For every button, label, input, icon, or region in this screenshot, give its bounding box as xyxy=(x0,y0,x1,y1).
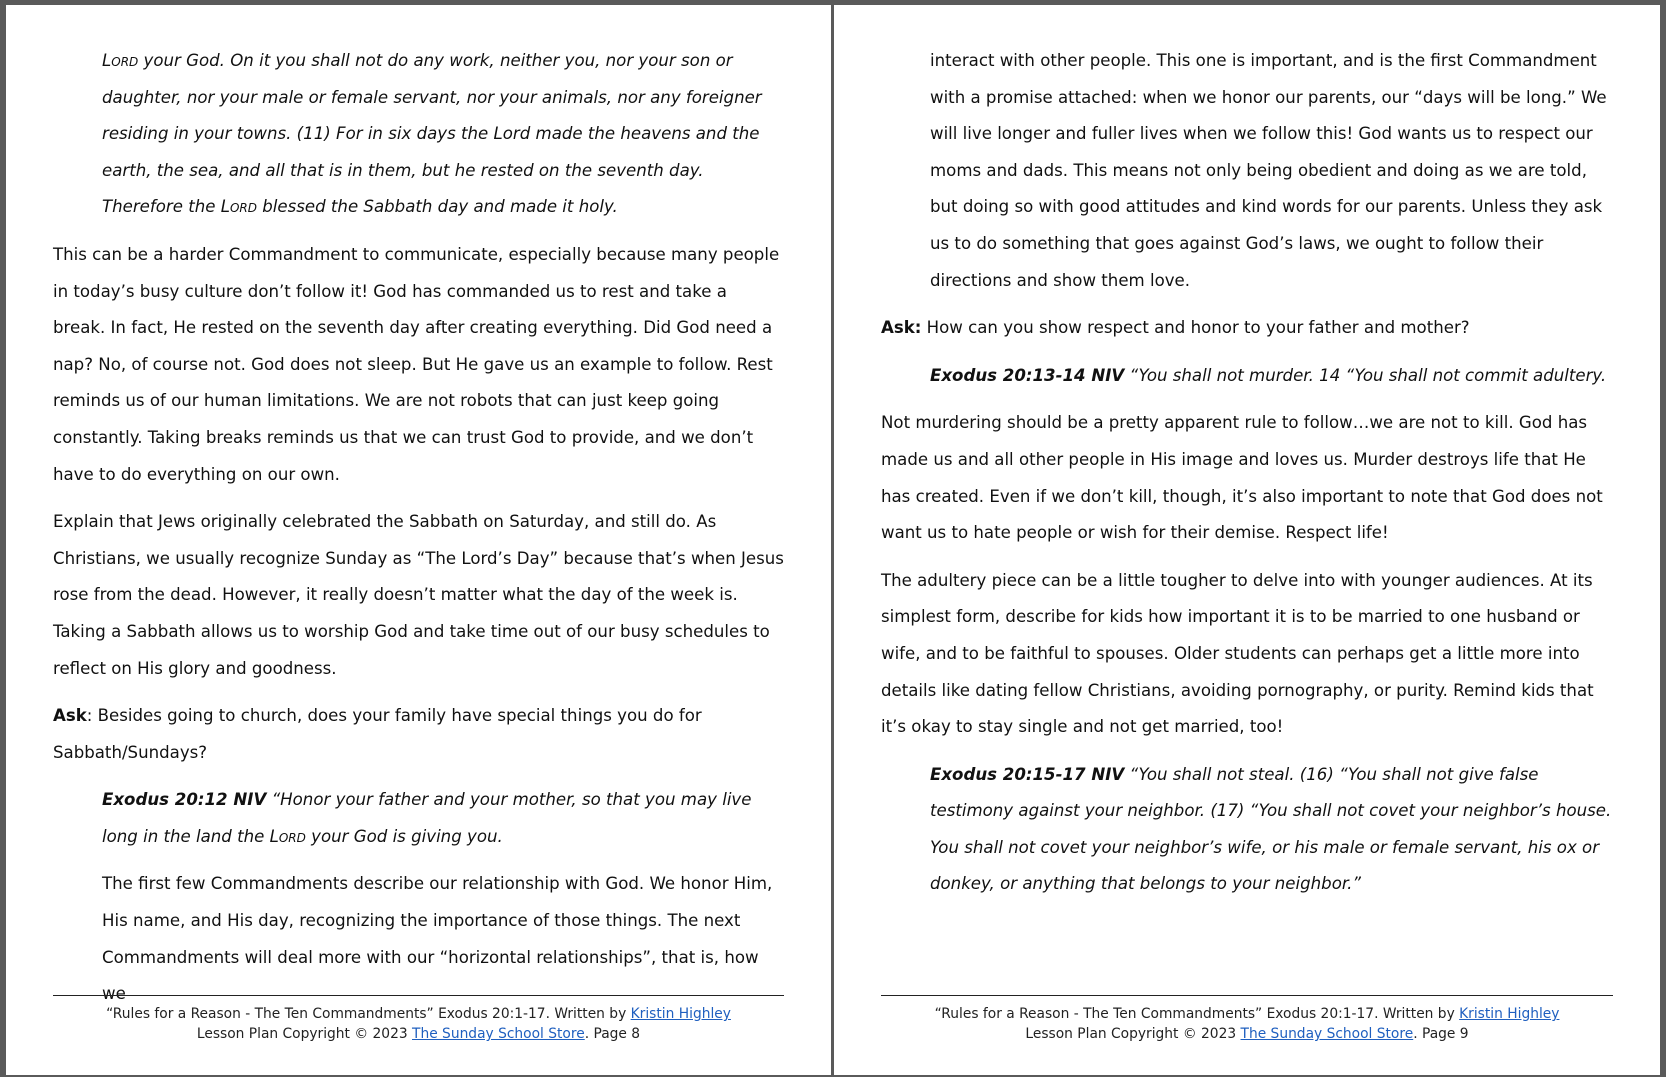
scripture-reference: Exodus 20:15-17 NIV xyxy=(930,764,1125,784)
store-link[interactable]: The Sunday School Store xyxy=(412,1026,585,1042)
footer-text: “Rules for a Reason - The Ten Commandments” Exodus 20:1-17. Written by xyxy=(106,1006,631,1022)
verse-text: “You shall not murder. 14 “You shall not commit adultery. xyxy=(1124,365,1607,385)
footer-line-2 xyxy=(881,1024,1613,1044)
page-body xyxy=(53,43,784,1013)
store-link[interactable]: The Sunday School Store xyxy=(1240,1026,1414,1042)
ask-text: How can you show respect and honor to your father and mother? xyxy=(921,318,1470,338)
ask-label: Ask xyxy=(53,706,87,726)
scripture-reference: Exodus 20:12 NIV xyxy=(102,790,267,810)
verse-text: “You shall not steal. (16) “You shall not give false testimony against your neighbor. (17) “You shall not covet your neighbor’s house. You shall not covet your neighbor’s wife, or his male or female servant, his ox or donkey, or anything that belongs to your neighbor.” xyxy=(930,764,1612,894)
footer-text: “Rules for a Reason - The Ten Commandments” Exodus 20:1-17. Written by xyxy=(934,1006,1460,1022)
lord-smallcaps: Lord xyxy=(102,51,139,70)
footer-line-1 xyxy=(53,1004,784,1024)
verse-text: “Honor your father and your mother, so that you may live long in the land the xyxy=(102,790,752,846)
page-number: . Page 8 xyxy=(584,1026,641,1042)
ask-prompt xyxy=(881,310,1613,347)
scripture-continuation xyxy=(53,43,784,226)
scripture-quote xyxy=(881,358,1613,395)
scripture-quote xyxy=(881,757,1613,903)
lord-smallcaps: Lord xyxy=(269,826,306,846)
paragraph: The first few Commandments describe our relationship with God. We honor Him, His name, and His day, recognizing the importance of those things. The next Commandments will deal more with our “horizontal relationships”, that is, how we xyxy=(102,874,773,1004)
page-body xyxy=(881,43,1613,903)
paragraph: This can be a harder Commandment to communicate, especially because many people in today’s busy culture don’t follow it! God has commanded us to rest and take a break. In fact, He rested on the seventh day after creating everything. Did God need a nap? No, of course not. God does not sleep. But He gave us an example to follow. Rest reminds us of our human limitations. We are not robots that can just keep going constantly. Taking breaks reminds us that we can trust God to provide, and we don’t have to do everything on our own. xyxy=(53,244,780,484)
footer-line-2 xyxy=(53,1024,784,1044)
footer-divider xyxy=(881,995,1613,996)
verse-text: your God is giving you. xyxy=(305,826,503,846)
lord-smallcaps: Lord xyxy=(220,197,257,217)
ask-prompt xyxy=(53,698,784,771)
footer-line-1 xyxy=(881,1004,1613,1024)
page-number: . Page 9 xyxy=(1413,1026,1469,1042)
paragraph: Explain that Jews originally celebrated the Sabbath on Saturday, and still do. As Christians, we usually recognize Sunday as “The Lord’s Day” because that’s when Jesus rose from the dead. However, it really doesn’t matter what the day of the week is. Taking a Sabbath allows us to worship God and take time out of our busy schedules to reflect on His glory and goodness. xyxy=(53,512,784,678)
ask-text: : Besides going to church, does your family have special things you do for Sabbath/Sundays? xyxy=(53,706,702,762)
document-page-9 xyxy=(834,5,1660,1075)
verse-text: blessed the Sabbath day and made it holy. xyxy=(256,197,618,217)
verse-text: your God. On it you shall not do any work, neither you, nor your son or daughter, nor your male or female servant, nor your animals, nor any foreigner residing in your towns. (11) For in six days the Lord made the heavens and the earth, the sea, and all that is in them, but he rested on the seventh day. Therefore the xyxy=(102,51,762,217)
scripture-reference: Exodus 20:13-14 NIV xyxy=(930,365,1125,385)
ask-label: Ask: xyxy=(881,318,922,338)
author-link[interactable]: Kristin Highley xyxy=(630,1006,731,1022)
paragraph: The adultery piece can be a little tougher to delve into with younger audiences. At its simplest form, describe for kids how important it is to be married to one husband or wife, and to be faithful to spouses. Older students can perhaps get a little more into details like dating fellow Christians, avoiding pornography, or purity. Remind kids that it’s okay to stay single and not get married, too! xyxy=(881,570,1594,737)
scripture-quote xyxy=(53,782,784,855)
paragraph: Not murdering should be a pretty apparent rule to follow…we are not to kill. God has made us and all other people in His image and loves us. Murder destroys life that He has created. Even if we don’t kill, though, it’s also important to note that God does not want us to hate people or wish for their demise. Respect life! xyxy=(881,413,1603,543)
footer-text: Lesson Plan Copyright © 2023 xyxy=(196,1026,413,1042)
paragraph: interact with other people. This one is important, and is the first Commandment with a promise attached: when we honor our parents, our “days will be long.” We will live longer and fuller lives when we follow this! God wants us to respect our moms and dads. This means not only being obedient and doing as we are told, but doing so with good attitudes and kind words for our parents. Unless they ask us to do something that goes against God’s laws, we ought to follow their directions and show them love. xyxy=(930,51,1607,290)
author-link[interactable]: Kristin Highley xyxy=(1459,1006,1560,1022)
page-footer xyxy=(881,1004,1613,1044)
footer-text: Lesson Plan Copyright © 2023 xyxy=(1025,1026,1241,1042)
document-page-8 xyxy=(6,5,831,1075)
page-footer xyxy=(53,1004,784,1044)
footer-divider xyxy=(53,995,784,996)
